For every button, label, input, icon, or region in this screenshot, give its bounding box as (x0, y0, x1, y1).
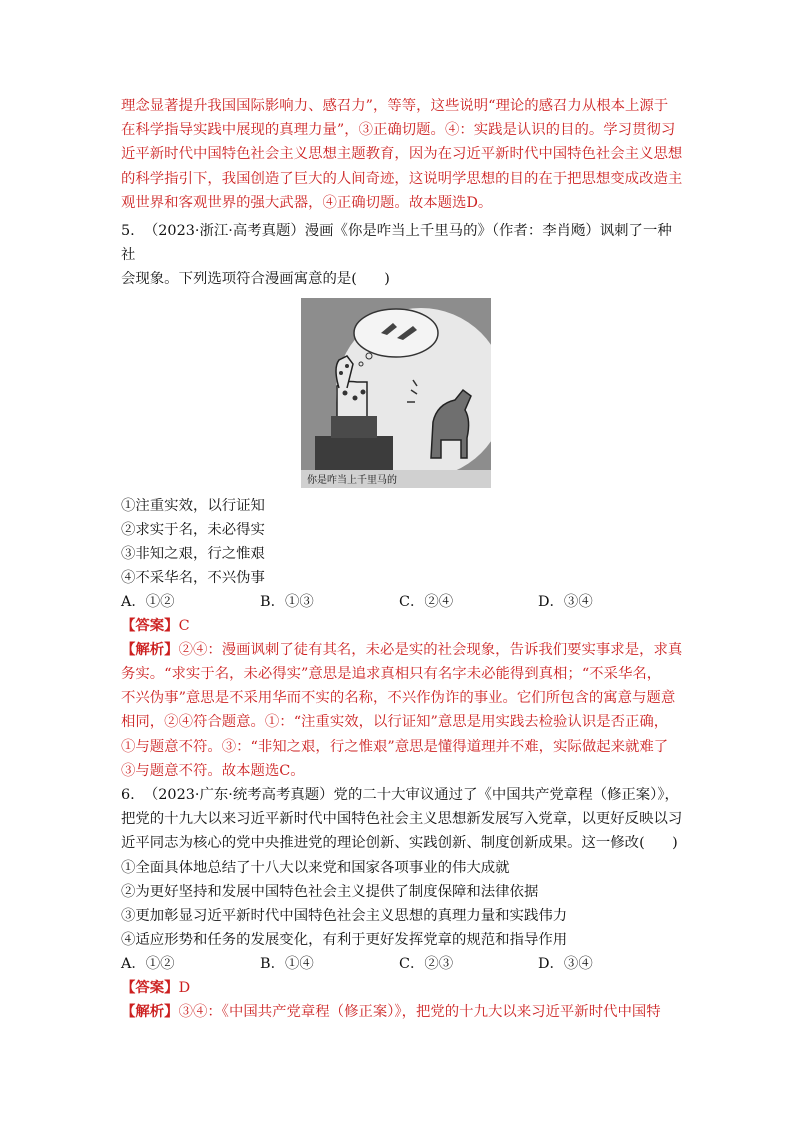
option-item: ②为更好坚持和发展中国特色社会主义提供了制度保障和法律依据 (121, 883, 539, 900)
choice-c: C．②③ (399, 955, 454, 972)
analysis-line: 相同，②④符合题意。①：“注重实效，以行证知”意思是用实践去检验认识是否正确， (121, 714, 669, 731)
analysis-tag: 【解析】 (121, 640, 179, 658)
choice-d: D．③④ (538, 955, 593, 972)
analysis-line: 务实。“求实于名，未必得实”意思是追求真相只有名字未必能得到真相；“不采华名， (121, 666, 662, 683)
analysis-block (121, 638, 686, 783)
option-item: ②求实于名，未必得实 (121, 521, 265, 538)
option-item: ③更加彰显习近平新时代中国特色社会主义思想的真理力量和实践伟力 (121, 907, 568, 924)
answer-choices (121, 590, 686, 614)
answer-value: C (178, 617, 190, 634)
intro-analysis (121, 94, 686, 215)
question-stem: 把党的十九大以来习近平新时代中国特色社会主义思想新发展写入党章，以更好反映以习 (121, 811, 683, 828)
question-stem: 6. （2023·广东·统考高考真题）党的二十大审议通过了《中国共产党章程（修正案）》， (121, 787, 679, 804)
analysis-line: ①与题意不符。③：“非知之艰，行之惟艰”意思是懂得道理并不难，实际做起来就难了 (121, 738, 669, 755)
option-item: ④不采华名，不兴伪事 (121, 569, 265, 586)
analysis-line: 理念显著提升我国国际影响力、感召力”，等等，这些说明“理论的感召力从根本上源于 (121, 98, 669, 114)
answer-value: D (178, 979, 191, 996)
analysis-line: 的科学指引下，我国创造了巨大的人间奇迹，这说明学思想的目的在于把思想变成改造主 (121, 170, 683, 187)
question-stem: 会现象。下列选项符合漫画寓意的是( ) (121, 271, 390, 288)
choice-a: A．①② (121, 955, 175, 972)
choice-d: D．③④ (538, 593, 593, 610)
question-stem: 5. （2023·浙江·高考真题）漫画《你是咋当上千里马的》（作者：李肖飏）讽刺了一种社 (121, 223, 672, 264)
choice-b: B．①③ (260, 593, 314, 610)
choice-c: C．②④ (399, 593, 454, 610)
document-page (121, 94, 686, 1024)
answer-choices (121, 952, 686, 976)
question-stem: 近平同志为核心的党中央推进党的理论创新、实践创新、制度创新成果。这一修改( ) (121, 835, 678, 852)
cartoon-image (301, 298, 491, 488)
analysis-line: 【解析】②④：漫画讽刺了徒有其名，未必是实的社会现象，告诉我们要实事求是，求真 (121, 640, 683, 658)
analysis-line: 【解析】③④：《中国共产党章程（修正案）》，把党的十九大以来习近平新时代中国特 (121, 1002, 661, 1020)
answer-line (121, 614, 686, 638)
answer-line (121, 976, 686, 1000)
option-item: ①全面具体地总结了十八大以来党和国家各项事业的伟大成就 (121, 859, 510, 876)
cartoon-drawing (301, 298, 491, 488)
question-5 (121, 219, 686, 783)
option-item: ④适应形势和任务的发展变化，有利于更好发挥党章的规范和指导作用 (121, 931, 568, 948)
analysis-line: 观世界和客观世界的强大武器，④正确切题。故本题选D。 (121, 194, 493, 211)
question-6 (121, 783, 686, 1024)
analysis-line: 在科学指导实践中展现的真理力量”，③正确切题。④：实践是认识的目的。学习贯彻习 (121, 122, 676, 139)
analysis-line: 近平新时代中国特色社会主义思想主题教育，因为在习近平新时代中国特色社会主义思想 (121, 146, 683, 163)
choice-a: A．①② (121, 593, 175, 610)
cartoon-caption: 你是咋当上千里马的 (307, 474, 397, 486)
answer-tag: 【答案】 (121, 616, 179, 634)
analysis-tag: 【解析】 (121, 1002, 179, 1020)
option-item: ①注重实效，以行证知 (121, 497, 265, 514)
analysis-line: ③与题意不符。故本题选C。 (121, 762, 305, 779)
analysis-block (121, 1000, 686, 1024)
option-item: ③非知之艰，行之惟艰 (121, 545, 265, 562)
answer-tag: 【答案】 (121, 978, 179, 996)
analysis-line: 不兴伪事”意思是不采用华而不实的名称，不兴作伪诈的事业。它们所包含的寓意与题意 (121, 690, 676, 707)
choice-b: B．①④ (260, 955, 314, 972)
